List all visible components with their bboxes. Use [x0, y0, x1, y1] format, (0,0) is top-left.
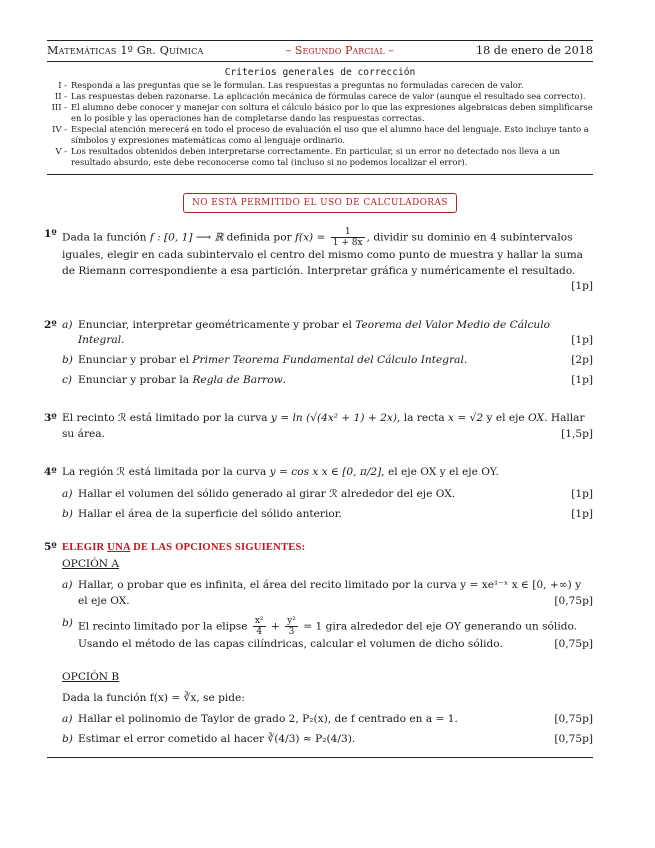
criteria-item [51, 124, 593, 146]
points: [1p] [571, 373, 593, 386]
subquestion-text: Hallar, o probar que es infinita, el área del recito limitado por la curva y = xe¹⁻ˣ x ∈ [0, +∞) y el eje OX. [78, 579, 582, 607]
question-5 [44, 540, 593, 747]
q1-function: f : [0, 1] ⟶ ℝ [149, 231, 224, 244]
question-body [62, 465, 593, 522]
criteria-text: Los resultados obtenidos deben interpretarse correctamente. En particular, si un error no detectado nos lleva a un resultado absurdo, este debe reconocerse como tal (incluso si no podemos localizar el error). [71, 146, 561, 167]
criteria-item [51, 91, 593, 102]
points: [1p] [571, 334, 593, 347]
q5-title-pre: ELEGIR [62, 542, 108, 554]
no-calculator-banner: NO ESTÁ PERMITIDO EL USO DE CALCULADORAS [183, 193, 457, 213]
subquestion-text-end: . [463, 353, 468, 366]
subquestion-text-end: gira alrededor del eje OY generando un sólido. Usando el método de las capas cilíndricas, calcular el volumen de dicho sólido. [78, 620, 578, 650]
ellipse-fraction-2 [285, 616, 298, 637]
subquestion-a [62, 487, 593, 503]
theorem-name: Teorema del Valor Medio de Cálculo Integral [78, 318, 550, 347]
question-body [62, 227, 593, 295]
exam-title: – Segundo Parcial – [285, 44, 394, 57]
option-b-intro: Dada la función f(x) = ∛x, se pide: [62, 691, 245, 704]
criteria-list [47, 80, 593, 168]
question-2 [44, 318, 593, 388]
course-title: Matemáticas 1º Gr. Química [47, 44, 204, 57]
option-a-subquestion-b [62, 616, 593, 653]
subquestion-label: a) [62, 487, 73, 500]
option-b-subquestion-b [62, 732, 593, 748]
question-number: 2º [44, 318, 57, 331]
q1-fraction [331, 227, 365, 248]
exam-date: 18 de enero de 2018 [475, 44, 593, 57]
subquestion-text: El recinto limitado por la elipse [78, 620, 251, 632]
fraction-numerator: x² [254, 615, 264, 626]
header-rule [47, 61, 593, 62]
criteria-num: V - [55, 146, 67, 156]
fraction-denominator: 1 + 8x [332, 238, 363, 248]
q1-text-mid: definida por [223, 231, 296, 244]
option-a-heading: OPCIÓN A [62, 557, 120, 570]
subquestion-text: Enunciar y probar la [78, 373, 193, 386]
theorem-name: Regla de Barrow [192, 373, 283, 386]
equals-one: = 1 [299, 620, 323, 632]
criteria-num: IV - [52, 124, 67, 134]
ellipse-fraction-1 [253, 616, 266, 637]
question-body [62, 411, 593, 442]
criteria-text: Especial atención merecerá en todo el proceso de evaluación el uso que el alumno hace del lenguaje. Esto incluye tanto a símbolos y expresiones matemáticas como al lenguaje ordinario. [71, 124, 589, 145]
q4-intro [62, 465, 593, 481]
q1-fx: f(x) = [295, 231, 326, 244]
subquestion-label: a) [62, 713, 73, 726]
subquestion-text: Enunciar y probar el [78, 353, 193, 366]
exam-page [44, 40, 593, 758]
points: [1p] [571, 280, 593, 293]
subquestion-label: b) [62, 616, 73, 629]
subquestion-label: b) [62, 353, 73, 366]
q5-title-underlined: UNA [107, 542, 131, 554]
criteria-rule [47, 174, 593, 175]
q4-text: La región ℛ está limitada por la curva [62, 466, 270, 479]
subquestion-b [62, 507, 593, 523]
subquestion-label: b) [62, 507, 73, 520]
q3-line: x = √2 [448, 412, 484, 425]
exam-header [47, 41, 593, 61]
subquestion-b [62, 353, 593, 369]
plus-sign: + [267, 620, 284, 632]
fraction-numerator: 1 [331, 227, 365, 238]
subquestion-text: Hallar el área de la superficie del sólido anterior. [78, 507, 343, 520]
criteria-num: I - [58, 80, 67, 90]
subquestion-text: Hallar el volumen del sólido generado al girar ℛ alrededor del eje OX. [78, 487, 456, 500]
points: [0,75p] [554, 594, 593, 607]
q3-axis: OX [528, 412, 545, 425]
points: [0,75p] [554, 713, 593, 726]
q5-title [62, 540, 593, 556]
subquestion-a [62, 318, 593, 349]
question-body [62, 540, 593, 747]
criteria-text: Responda a las preguntas que se le formulan. Las respuestas a preguntas no formuladas carecen de valor. [71, 80, 524, 90]
subquestion-label: a) [62, 318, 73, 331]
criteria-num: III - [51, 102, 67, 112]
fraction-numerator: y² [287, 615, 296, 626]
option-b-subquestion-a [62, 712, 593, 728]
fraction-denominator: 4 [256, 626, 263, 637]
option-b-heading: OPCIÓN B [62, 671, 120, 684]
subquestion-label: a) [62, 579, 73, 592]
criteria-item [51, 102, 593, 124]
q5-title-post: DE LAS OPCIONES SIGUIENTES: [130, 542, 306, 554]
subquestion-label: b) [62, 732, 73, 745]
banner-wrap [47, 190, 593, 213]
criteria-title: Criterios generales de corrección [224, 67, 416, 78]
q1-text-pre: Dada la función [62, 231, 150, 244]
subquestion-text-end: . [121, 334, 125, 347]
points: [0,75p] [554, 637, 593, 650]
question-number: 3º [44, 412, 57, 425]
criteria-text: El alumno debe conocer y manejar con soltura el cálculo básico por lo que las expresiones algebraicas deben simplificarse en lo posible y las operaciones han de completarse dando las respuestas correctas. [71, 102, 593, 123]
criteria-num: II - [54, 91, 67, 101]
q4-curve: y = cos x x ∈ [0, π/2] [269, 466, 382, 479]
points: [1p] [571, 507, 593, 520]
subquestion-text: Hallar el polinomio de Taylor de grado 2, P₂(x), de f centrado en a = 1. [78, 713, 458, 726]
question-number: 5º [44, 541, 57, 554]
points: [1,5p] [561, 427, 593, 440]
question-body [62, 318, 593, 388]
subquestion-text: Estimar el error cometido al hacer ∛(4/3) ≈ P₂(4/3). [78, 732, 356, 745]
q3-curve: y = ln (√(4x² + 1) + 2x) [270, 412, 398, 425]
criteria-item [51, 80, 593, 91]
criteria-text: Las respuestas deben razonarse. La aplicación mecánica de fórmulas carece de valor (aunque el resultado sea correcto). [71, 91, 586, 101]
question-1 [44, 227, 593, 295]
q3-text: . Hallar su área. [62, 412, 585, 440]
question-4 [44, 465, 593, 522]
points: [1p] [571, 487, 593, 500]
subquestion-text-end: . [282, 373, 287, 386]
question-3 [44, 411, 593, 442]
q3-text: , la recta [397, 412, 449, 425]
theorem-name: Primer Teorema Fundamental del Cálculo Integral [192, 353, 464, 366]
option-a-subquestion-a [62, 578, 593, 609]
q3-text: El recinto ℛ está limitado por la curva [62, 412, 271, 425]
q1-text-post: , dividir su dominio en 4 subintervalos iguales, elegir en cada subintervalo el centro del mismo como punto de muestra y hallar la suma de Riemann correspondiente a esa partición. Interpretar gráfica y numéricamente el resultado. [62, 231, 583, 277]
question-number: 4º [44, 466, 57, 479]
subquestion-label: c) [62, 373, 73, 386]
fraction-denominator: 3 [288, 626, 295, 637]
subquestion-c [62, 373, 593, 389]
subquestion-text: Enunciar, interpretar geométricamente y probar el [78, 318, 356, 331]
points: [2p] [571, 353, 593, 366]
q4-text: , el eje OX y el eje OY. [381, 466, 499, 479]
bottom-rule [47, 757, 593, 758]
criteria-item [51, 146, 593, 168]
question-number: 1º [44, 228, 57, 240]
points: [0,75p] [554, 732, 593, 745]
q3-text: y el eje [483, 412, 529, 425]
